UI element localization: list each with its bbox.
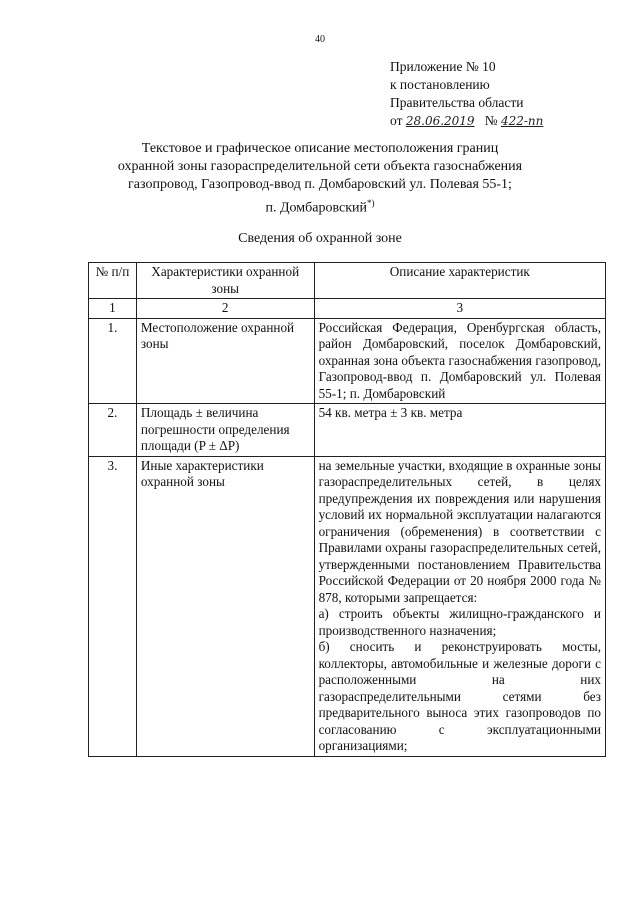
column-number-1: 1 — [89, 299, 137, 319]
row-description-cell — [314, 456, 605, 756]
row-number: 2. — [89, 404, 137, 457]
section-title: Сведения об охранной зоне — [238, 231, 402, 246]
row-number: 3. — [89, 456, 137, 756]
column-number-row — [89, 299, 606, 319]
zone-info-table — [88, 262, 606, 757]
number-prefix: № — [484, 113, 498, 128]
date-prefix: от — [390, 113, 403, 128]
header-number: № п/п — [89, 263, 137, 299]
row-description: 54 кв. метра ± 3 кв. метра — [314, 404, 605, 457]
table-row — [89, 318, 606, 404]
appendix-block — [390, 58, 610, 130]
appendix-date-line — [390, 112, 610, 130]
number-value: 422-пп — [500, 114, 544, 128]
appendix-line-3: Правительства области — [390, 95, 524, 110]
table-row — [89, 456, 606, 756]
table-header-row — [89, 263, 606, 299]
header-characteristics: Характеристики охранной зоны — [136, 263, 314, 299]
row-characteristic: Площадь ± величина погрешности определения площади (P ± ΔP) — [136, 404, 314, 457]
row-characteristic: Местоположение охранной зоны — [136, 318, 314, 404]
footnote-mark: *) — [367, 198, 375, 208]
table-row — [89, 404, 606, 457]
restriction-item-b: б) сносить и реконструировать мосты, коллекторы, автомобильные и железные дороги с расположенными на них газораспределительными сетями без предварительного выноса этих газопроводов по согласованию с эксплуатационными организациями; — [318, 639, 601, 753]
row-number: 1. — [89, 318, 137, 404]
row-description: на земельные участки, входящие в охранные зоны газораспределительных сетей, в целях предупреждения их повреждения или нарушения условий их нормальной эксплуатации налагаются ограничения (обременения) в соответствии с Правилами охраны газораспределительных сетей, утвержденными постановлением Правительства Российской Федерации от 20 ноября 2000 года № 878, которыми запрещается: — [318, 457, 601, 605]
appendix-line-1: Приложение № 10 — [390, 59, 496, 74]
appendix-line-2: к постановлению — [390, 77, 490, 92]
document-title — [90, 140, 550, 218]
title-line-4-wrap — [90, 194, 550, 218]
title-line-1: Текстовое и графическое описание местоположения границ — [141, 141, 499, 156]
title-line-3: газопровод, Газопровод-ввод п. Домбаровский ул. Полевая 55-1; — [128, 177, 512, 192]
date-value: 28.06.2019 — [405, 114, 475, 128]
page-number: 40 — [315, 34, 325, 45]
title-line-4: п. Домбаровский — [265, 200, 367, 216]
restriction-item-a: а) строить объекты жилищно-гражданского и производственного назначения; — [318, 606, 601, 638]
column-number-3: 3 — [314, 299, 605, 319]
title-line-2: охранной зоны газораспределительной сети объекта газоснабжения — [117, 159, 523, 174]
row-description: Российская Федерация, Оренбургская область, район Домбаровский, поселок Домбаровский, охранная зона объекта газоснабжения газопровод, Газопровод-ввод п. Домбаровский ул. Полевая 55-1; п. Домбаровский — [314, 318, 605, 404]
header-description: Описание характеристик — [314, 263, 605, 299]
row-characteristic: Иные характеристики охранной зоны — [136, 456, 314, 756]
column-number-2: 2 — [136, 299, 314, 319]
